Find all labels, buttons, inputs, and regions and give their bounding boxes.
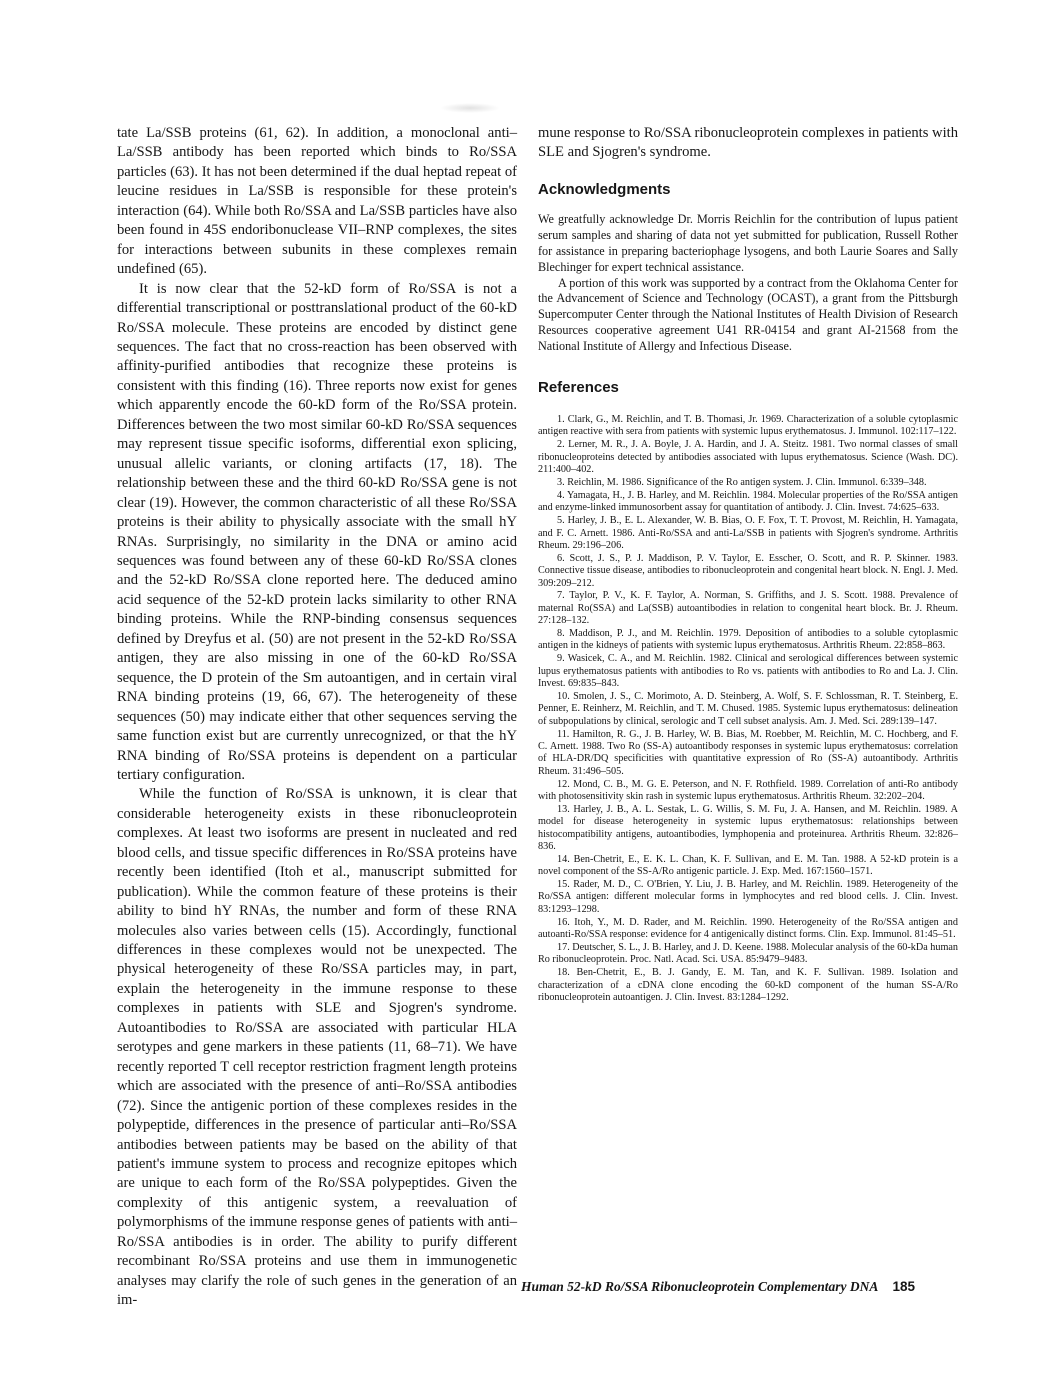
reference-item: 3. Reichlin, M. 1986. Significance of the Ro antigen system. J. Clin. Immunol. 6:339–348. <box>557 476 927 488</box>
acknowledgments-heading: Acknowledgments <box>538 180 671 198</box>
reference-item: 10. Smolen, J. S., C. Morimoto, A. D. Steinberg, A. Wolf, S. F. Schlossman, R. T. Steinberg, E. Penner, E. Reinherz, M. Reichlin, and T. M. Chused. 1985. Systemic lupus erythematosus: delineation of subpopulations by clinical, serologic and T cell subset analysis. Am. J. Med. Sci. 289:139–147. <box>538 690 958 727</box>
reference-item: 9. Wasicek, C. A., and M. Reichlin. 1982. Clinical and serological differences between systemic lupus erythematosus patients with antibodies to Ro vs. patients with antibodies to Ro and La. J. Clin. Invest. 69:835–843. <box>538 653 958 690</box>
body-paragraph-2: It is now clear that the 52-kD form of Ro/SSA is not a differential transcriptional or posttranslational product of the 60-kD Ro/SSA molecule. These proteins are encoded by distinct gene sequences. The fact that no cross-reaction has been observed with affinity-purified antibodies that recognize these proteins is consistent with this finding (16). Three reports now exist for genes which apparently encode the 60-kD form of the Ro/SSA protein. Differences between the two most similar 60-kD Ro/SSA sequences may represent tissue specific isoforms, differential exon splicing, unusual allelic variants, or cloning artifacts (17, 18). The relationship between these and the third 60-kD Ro/SSA gene is not clear (19). However, the common characteristic of all these Ro/SSA proteins is their ability to physically associate with the small hY RNAs. Surprisingly, no similarity in the DNA or amino acid sequences was found between any of these 60-kD Ro/SSA clones and the 52-kD Ro/SSA clone reported here. The deduced amino acid sequence of the 52-kD protein lacks similarity to other RNA binding proteins. While the RNP-binding consensus sequences defined by Dreyfus et al. (50) are not present in the 52-kD Ro/SSA antigen, they are also missing in one of the 60-kD Ro/SSA sequence, the D protein of the Sm autoantigen, and in certain viral RNA binding proteins (19, 66, 67). The heterogeneity of these sequences (50) may indicate either that other sequences serving the same function exist but are currently unrecognized, or that the hY RNA binding of Ro/SSA proteins is dependent on a particular tertiary configuration. <box>117 280 517 783</box>
reference-item: 17. Deutscher, S. L., J. B. Harley, and J. D. Keene. 1988. Molecular analysis of the 60-kDa human Ro ribonucleoprotein. Proc. Natl. Acad. Sci. USA. 85:9479–9483. <box>538 942 958 966</box>
page-number: 185 <box>892 1279 915 1294</box>
reference-item: 8. Maddison, P. J., and M. Reichlin. 1979. Deposition of antibodies to a soluble cytoplasmic antigen in the kidneys of patients with systemic lupus erythematosus. Arthritis Rheum. 22:858–863. <box>538 628 958 652</box>
reference-item: 12. Mond, C. B., M. G. E. Peterson, and N. F. Rothfield. 1989. Correlation of anti-Ro antibody with photosensitivity skin rash in systemic lupus erythematosus. Arthritis Rheum. 32:202–204. <box>538 778 958 802</box>
reference-item: 5. Harley, J. B., E. L. Alexander, W. B. Bias, O. F. Fox, T. T. Provost, M. Reichlin, H. Yamagata, and F. C. Arnett. 1986. Anti-Ro/SSA and anti-La/SSB in patients with Sjogren's syndrome. Arthritis Rheum. 29:196–206. <box>538 515 958 551</box>
reference-item: 11. Hamilton, R. G., J. B. Harley, W. B. Bias, M. Roebber, M. Reichlin, M. C. Hochberg, and F. C. Arnett. 1988. Two Ro (SS-A) autoantibody responses in systemic lupus erythematosus: correlation of HLA-DR/DQ specificities with quantitative expression of Ro (SS-A) autoantibody. Arthritis Rheum. 31:496–505. <box>538 728 958 777</box>
reference-item: 1. Clark, G., M. Reichlin, and T. B. Thomasi, Jr. 1969. Characterization of a soluble cytoplasmic antigen reactive with sera from patients with systemic lupus erythematosus. J. Immunol. 102:117–122. <box>538 414 958 438</box>
body-paragraph-1: tate La/SSB proteins (61, 62). In addition, a monoclonal anti–La/SSB antibody has been reported which binds to Ro/SSA particles (63). It has not been determined if the dual heptad repeat of leucine residues in La/SSB is responsible for these protein's interaction (64). While both Ro/SSA and La/SSB particles have also been found in 45S endoribonuclease VII–RNP complexes, the sites for interactions between subunits in these complexes remain undefined (65). <box>117 125 517 278</box>
reference-item: 2. Lerner, M. R., J. A. Boyle, J. A. Hardin, and J. A. Steitz. 1981. Two normal classes of small ribonucleoproteins detected by antibodies associated with lupus erythematosus. Science (Wash. DC). 211:400–402. <box>538 439 958 476</box>
page-footer <box>521 1279 941 1295</box>
reference-item: 7. Taylor, P. V., K. F. Taylor, A. Norman, S. Griffiths, and J. S. Scott. 1988. Prevalence of maternal Ro(SSA) and La(SSB) autoantibodies in relation to congenital heart block. Br. J. Rheum. 27:128–132. <box>538 590 958 627</box>
reference-item: 16. Itoh, Y., M. D. Rader, and M. Reichlin. 1990. Heterogeneity of the Ro/SSA antigen and autoanti-Ro/SSA response: evidence for 4 antigenically distinct forms. Clin. Exp. Immunol. 81:45–51. <box>538 916 958 941</box>
reference-item: 15. Rader, M. D., C. O'Brien, Y. Liu, J. B. Harley, and M. Reichlin. 1989. Heterogeneity of the Ro/SSA antigen: different molecular forms in lymphocytes and red blood cells. J. Clin. Invest. 83:1293–1298. <box>538 879 958 915</box>
body-paragraph-3: While the function of Ro/SSA is unknown, it is clear that considerable heterogeneity exists in these ribonucleoprotein complexes. At least two isoforms are present in nucleated and red blood cells, and tissue specific differences in Ro/SSA proteins have recently been identified (Itoh et al., manuscript submitted for publication). While the common feature of these proteins is their ability to bind hY RNAs, the number and form of these RNA molecules also varies between cells (15). Accordingly, functional differences in these complexes would not be unexpected. The physical heterogeneity of these Ro/SSA particles may, in part, explain the heterogeneity in the immune response to these complexes in patients with SLE and Sjogren's syndrome. Autoantibodies to Ro/SSA are associated with particular HLA serotypes and gene markers in these patients (11, 68–71). We have recently reported T cell receptor restriction fragment length proteins which are associated with the presence of anti–Ro/SSA antibodies (72). Since the antigenic portion of these complexes resides in the polypeptide, differences in the presence of particular anti–Ro/SSA antibodies between patients may be based on the ability of that patient's immune system to process and recognize epitopes which are unique to each form of the Ro/SSA polypeptides. Given the complexity of this antigenic system, a reevaluation of polymorphisms of the immune response genes of patients with anti–Ro/SSA antibodies is in order. The ability to purify different recombinant Ro/SSA proteins and use them in immunogenetic analyses may clarify the role of such genes in the generation of an im- <box>117 786 517 1309</box>
right-column <box>538 124 958 1005</box>
reference-item: 13. Harley, J. B., A. L. Sestak, L. G. Willis, S. M. Fu, J. A. Hansen, and M. Reichlin. 1989. A model for disease heterogeneity in systemic lupus erythematosus: relationships between histocompatibility antigens, autoantibodies, lymphopenia and proteinurea. Arthritis Rheum. 32:826–836. <box>538 803 958 852</box>
reference-list <box>538 414 958 1004</box>
references-heading: References <box>538 379 619 397</box>
scan-smudge <box>440 103 500 113</box>
reference-item: 6. Scott, J. S., P. J. Maddison, P. V. Taylor, E. Esscher, O. Scott, and R. P. Skinner. 1983. Connective tissue disease, antibodies to ribonucleoprotein and congenital heart block. N. Engl. J. Med. 309:209–212. <box>538 552 958 589</box>
left-column <box>117 124 517 1311</box>
reference-item: 4. Yamagata, H., J. B. Harley, and M. Reichlin. 1984. Molecular properties of the Ro/SSA antigen and enzyme-linked immunosorbent assay for quantitation of antibody. J. Clin. Invest. 74:625–633. <box>538 489 958 514</box>
acknowledgment-paragraph-2: A portion of this work was supported by a contract from the Oklahoma Center for the Advancement of Science and Technology (OCAST), a grant from the Pittsburgh Supercomputer Center through the National Institutes of Health Division of Research Resources cooperative agreement U41 RR-04154 and grant AI-21568 from the National Institute of Allergy and Infectious Disease. <box>538 275 958 354</box>
acknowledgment-paragraph-1: We greatfully acknowledge Dr. Morris Reichlin for the contribution of lupus patient serum samples and sharing of data not yet submitted for publication, Russell Rother for assistance in preparing bacteriophage lysogens, and both Laurie Soares and Sally Blechinger for expert technical assistance. <box>538 211 958 274</box>
reference-item: 18. Ben-Chetrit, E., B. J. Gandy, E. M. Tan, and K. F. Sullivan. 1989. Isolation and characterization of a cDNA clone encoding the 60-kD component of the human SS-A/Ro ribonucleoprotein autoantigen. J. Clin. Invest. 83:1284–1292. <box>538 967 958 1003</box>
reference-item: 14. Ben-Chetrit, E., E. K. L. Chan, K. F. Sullivan, and E. M. Tan. 1988. A 52-kD protein is a novel component of the SS-A/Ro antigenic particle. J. Exp. Med. 167:1560–1571. <box>538 853 958 878</box>
running-title: Human 52-kD Ro/SSA Ribonucleoprotein Complementary DNA <box>521 1279 879 1294</box>
body-paragraph-continued: mune response to Ro/SSA ribonucleoprotein complexes in patients with SLE and Sjogren's syndrome. <box>538 125 958 161</box>
